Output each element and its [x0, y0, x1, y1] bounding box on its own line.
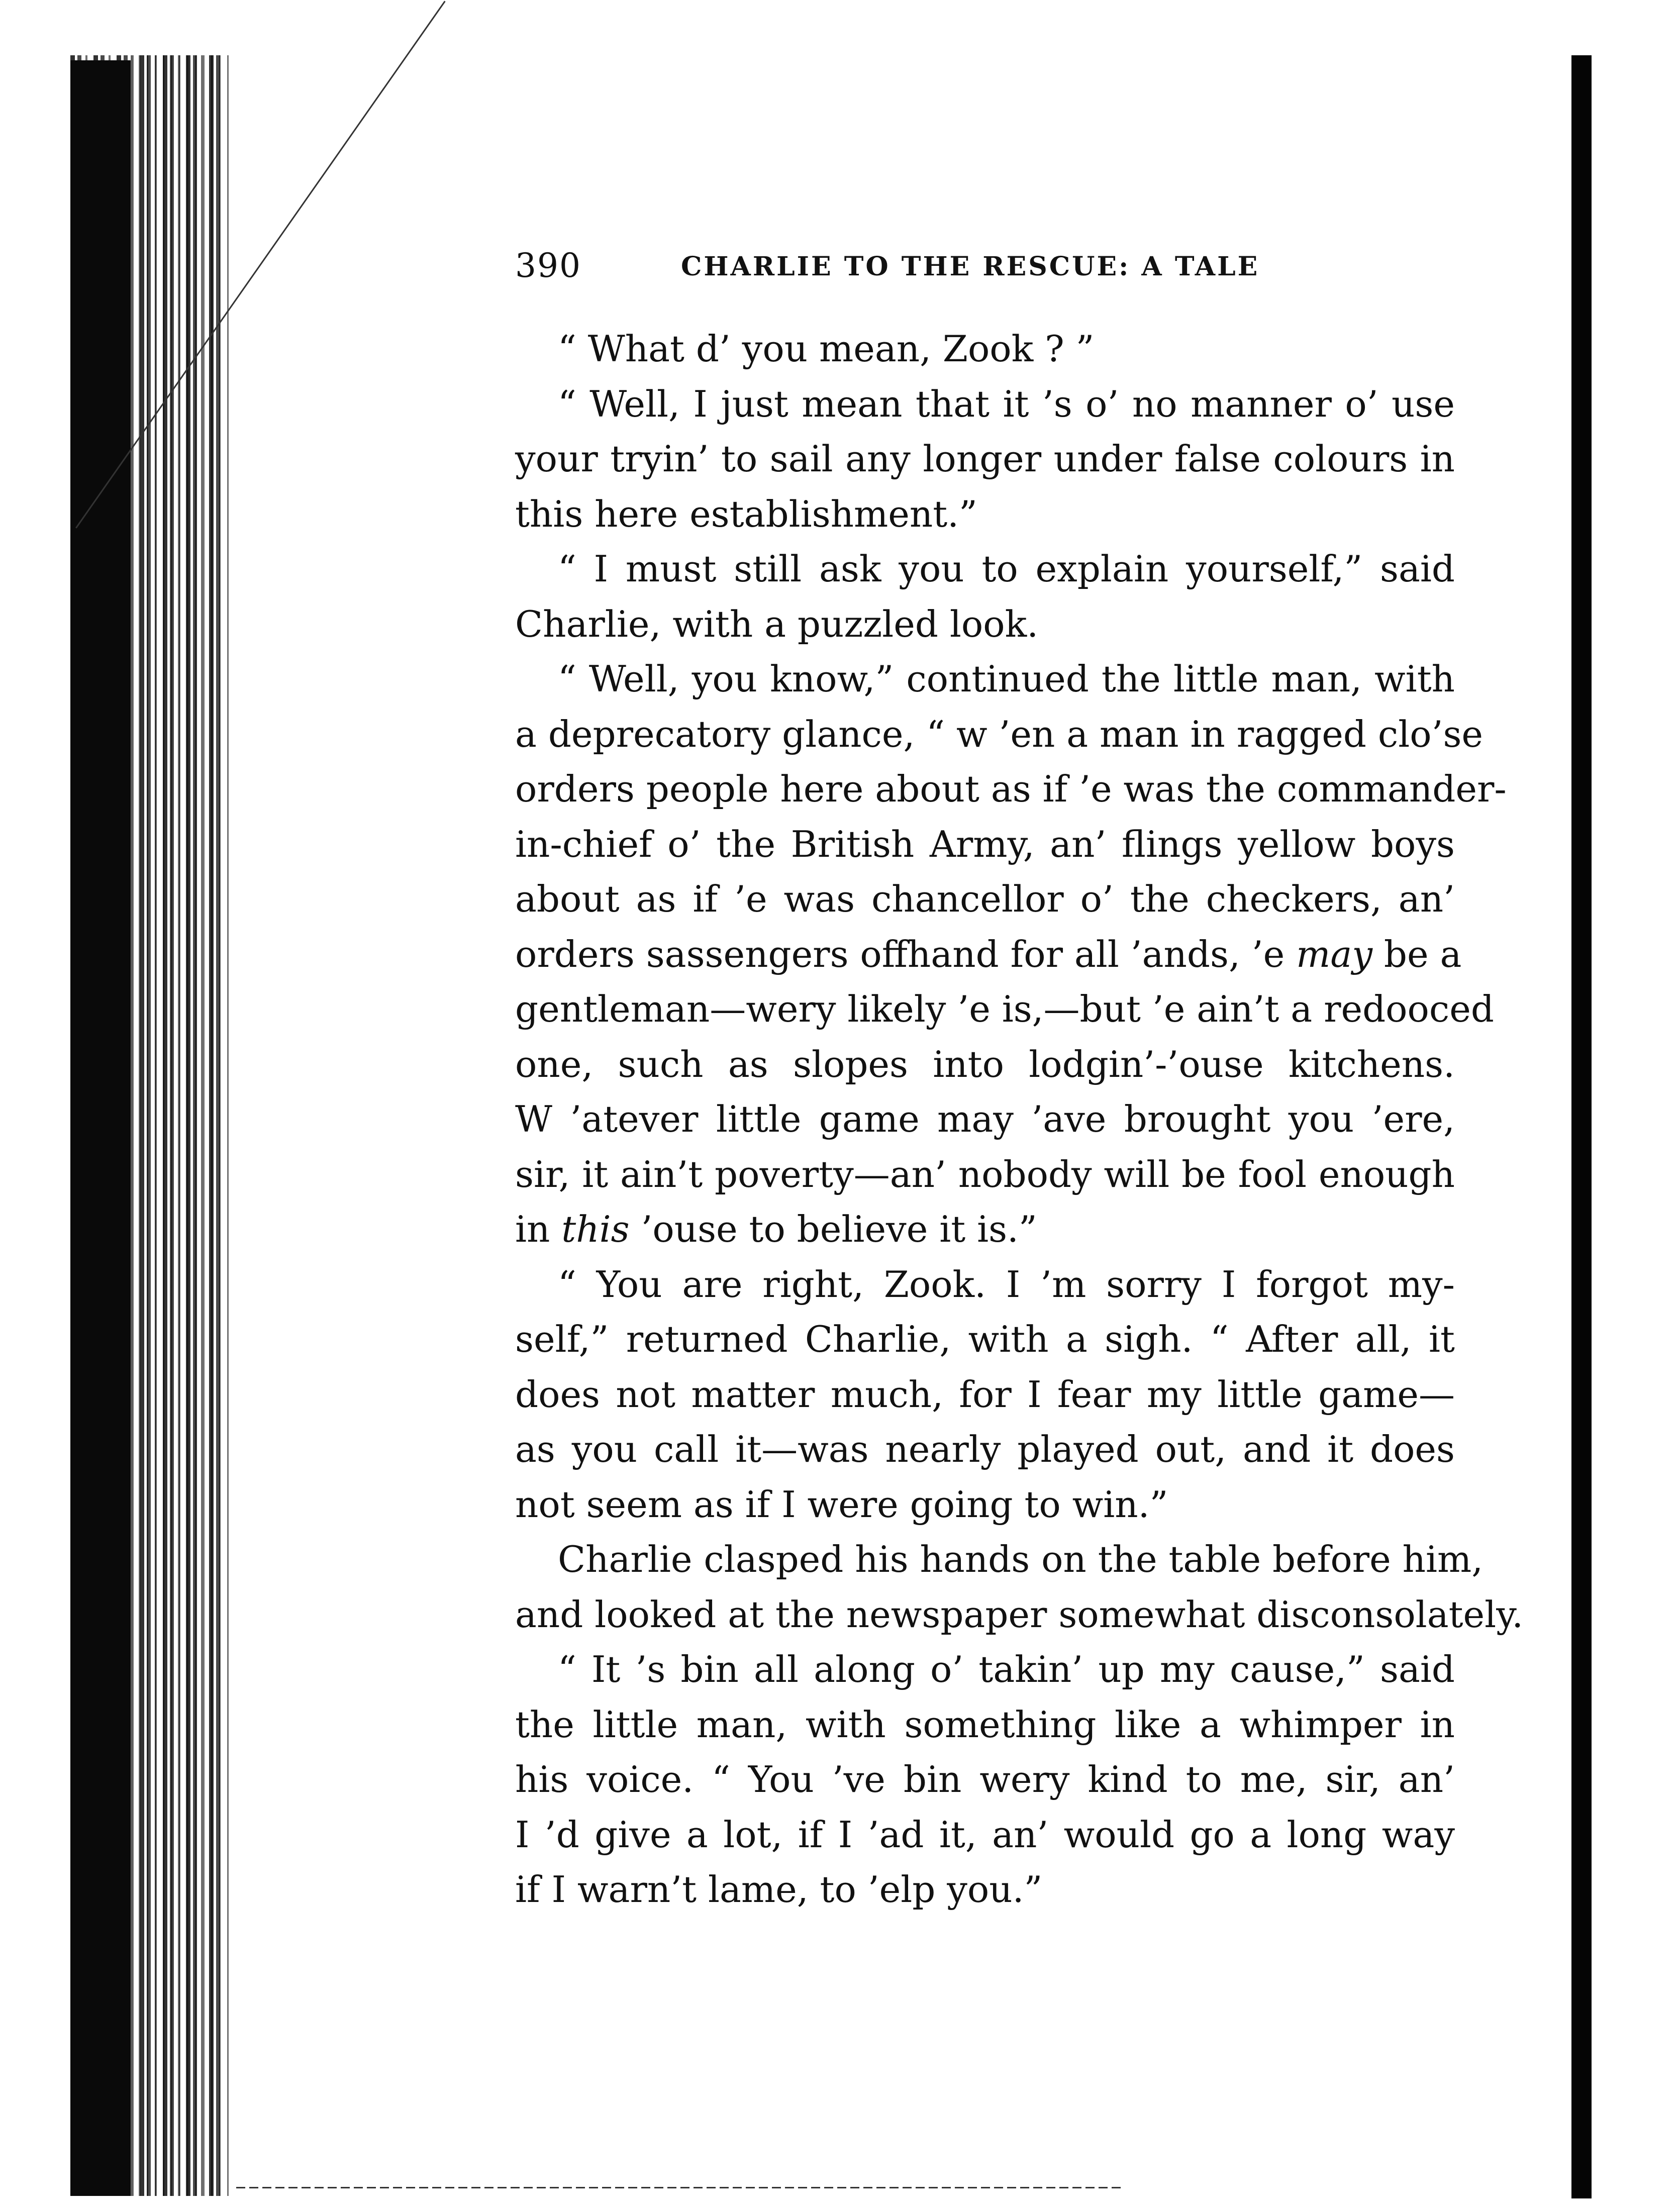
text-segment: in — [515, 1208, 562, 1250]
italic-word: may — [1296, 933, 1372, 975]
text-line: a deprecatory glance, “ w ’en a man in ragged clo’se — [515, 713, 1484, 755]
text-line: “ Well, I just mean that it ’s o’ no manner o’ use — [558, 382, 1455, 425]
text-line: sir, it ain’t poverty—an’ nobody will be fool enough — [515, 1153, 1455, 1195]
text-line: if I warn’t lame, to ’elp you.” — [515, 1868, 1043, 1911]
text-line: this here establishment.” — [515, 492, 977, 535]
text-line: as you call it—was nearly played out, and it does — [515, 1428, 1455, 1470]
text-line — [515, 927, 1462, 982]
page-edge-bar — [1571, 55, 1592, 2198]
italic-word: this — [561, 1208, 630, 1250]
text-line: W ’atever little game may ’ave brought you ’ere, — [515, 1098, 1455, 1140]
text-line — [515, 1202, 1455, 1257]
text-segment: orders sassengers offhand for all ’ands, ’e — [515, 933, 1297, 975]
text-line: Charlie, with a puzzled look. — [515, 603, 1039, 645]
text-line: does not matter much, for I fear my little game— — [515, 1373, 1455, 1416]
bottom-edge-rule — [236, 2187, 1121, 2188]
text-line: “ What d’ you mean, Zook ? ” — [558, 328, 1095, 370]
text-segment: be a — [1372, 933, 1462, 975]
text-segment: ’ouse to believe it is.” — [629, 1208, 1037, 1250]
text-line: the little man, with something like a whimper in — [515, 1703, 1455, 1746]
text-line: “ You are right, Zook. I ’m sorry I forgot my- — [558, 1263, 1455, 1306]
text-line: in-chief o’ the British Army, an’ flings yellow boys — [515, 823, 1455, 865]
text-line: orders people here about as if ’e was the commander- — [515, 768, 1507, 810]
text-line: Charlie clasped his hands on the table before him, — [558, 1538, 1484, 1580]
page-header — [515, 246, 1450, 291]
page-number: 390 — [515, 246, 581, 285]
text-line: “ It ’s bin all along o’ takin’ up my cause,” said — [558, 1648, 1455, 1690]
body-text — [515, 322, 1524, 1918]
text-line: self,” returned Charlie, with a sigh. “ After all, it — [515, 1318, 1455, 1360]
text-line: “ I must still ask you to explain yourself,” said — [558, 548, 1455, 590]
text-line: and looked at the newspaper somewhat disconsolately. — [515, 1593, 1524, 1636]
text-line: gentleman—wery likely ’e is,—but ’e ain’t a redooced — [515, 988, 1494, 1030]
text-line: your tryin’ to sail any longer under false colours in — [515, 438, 1455, 480]
text-line: his voice. “ You ’ve bin wery kind to me, sir, an’ — [515, 1758, 1455, 1800]
text-line: I ’d give a lot, if I ’ad it, an’ would go a long way — [515, 1813, 1455, 1856]
text-line: not seem as if I were going to win.” — [515, 1483, 1168, 1526]
text-line: about as if ’e was chancellor o’ the checkers, an’ — [515, 878, 1455, 920]
running-head: CHARLIE TO THE RESCUE: A TALE — [681, 251, 1260, 282]
text-line: one, such as slopes into lodgin’-’ouse kitchens. — [515, 1043, 1455, 1085]
text-line: “ Well, you know,” continued the little man, with — [558, 658, 1455, 700]
binding-edge — [70, 60, 131, 2196]
